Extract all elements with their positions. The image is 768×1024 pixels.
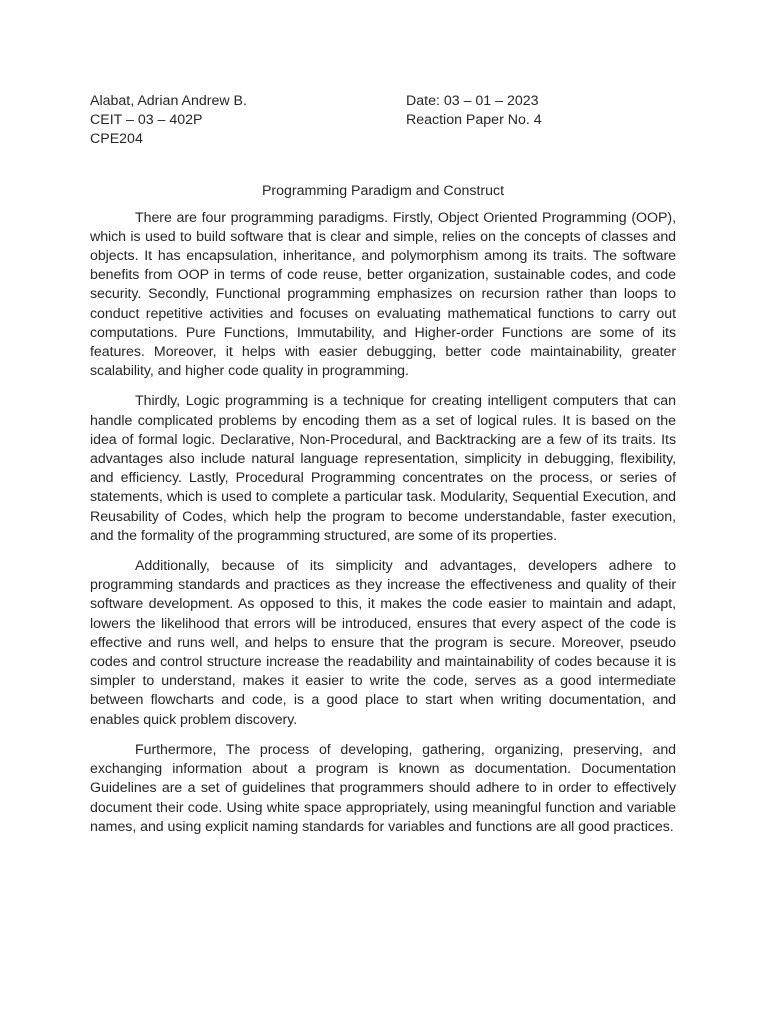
document-title: Programming Paradigm and Construct bbox=[261, 182, 505, 199]
document-header bbox=[90, 92, 676, 150]
header-left-block bbox=[90, 92, 247, 150]
document-page bbox=[90, 92, 676, 848]
author-section: CEIT – 03 – 402P bbox=[90, 112, 203, 129]
body-paragraph: Furthermore, The process of developing, gathering, organizing, preserving, and exchanging information about a program is known as documentation. Documentation Guidelines are a set of guidelines that programmers should adhere to in order to effectively document their code. Using white space appropriately, using meaningful function and variable names, and using explicit naming standards for variables and functions are all good practices. bbox=[90, 741, 676, 835]
document-body bbox=[90, 209, 676, 837]
body-paragraph: There are four programming paradigms. Firstly, Object Oriented Programming (OOP), which is used to build software that is clear and simple, relies on the concepts of classes and objects. It has encapsulation, inheritance, and polymorphism among its traits. The software benefits from OOP in terms of code reuse, better organization, sustainable codes, and code security. Secondly, Functional programming emphasizes on recursion rather than loops to conduct repetitive activities and focuses on evaluating mathematical functions to carry out computations. Pure Functions, Immutability, and Higher-order Functions are some of its features. Moreover, it helps with easier debugging, better code maintainability, greater scalability, and higher code quality in programming. bbox=[90, 209, 676, 380]
body-paragraph: Additionally, because of its simplicity and advantages, developers adhere to programming standards and practices as they increase the effectiveness and quality of their software development. As opposed to this, it makes the code easier to maintain and adapt, lowers the likelihood that errors will be introduced, ensures that every aspect of the code is effective and runs well, and helps to ensure that the program is secure. Moreover, pseudo codes and control structure increase the readability and maintainability of codes because it is simpler to understand, makes it easier to write the code, serves as a good intermediate between flowcharts and code, is a good place to start when writing documentation, and enables quick problem discovery. bbox=[90, 558, 676, 728]
body-paragraph: Thirdly, Logic programming is a technique for creating intelligent computers that can handle complicated problems by encoding them as a set of logical rules. It is based on the idea of formal logic. Declarative, Non-Procedural, and Backtracking are a few of its traits. Its advantages also include natural language representation, simplicity in debugging, flexibility, and efficiency. Lastly, Procedural Programming concentrates on the process, or series of statements, which is used to complete a particular task. Modularity, Sequential Execution, and Reusability of Codes, which help the program to become understandable, faster execution, and the formality of the programming structured, are some of its properties. bbox=[90, 393, 676, 544]
paper-number: Reaction Paper No. 4 bbox=[406, 112, 542, 129]
document-date: Date: 03 – 01 – 2023 bbox=[406, 93, 539, 109]
header-right-block bbox=[406, 92, 676, 150]
author-name: Alabat, Adrian Andrew B. bbox=[90, 93, 247, 109]
course-code: CPE204 bbox=[90, 131, 143, 148]
